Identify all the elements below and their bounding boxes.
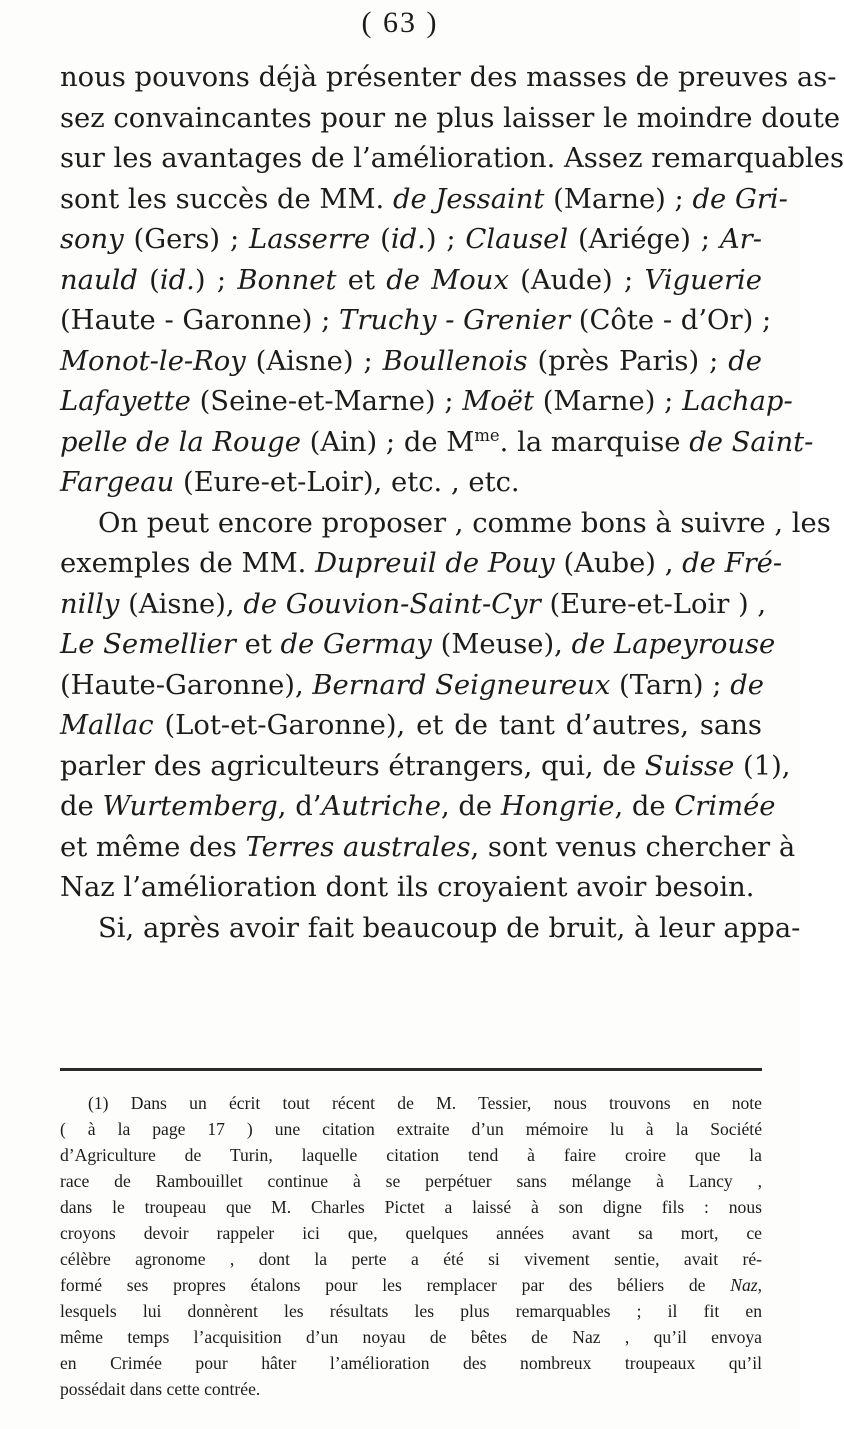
footnote-line: formé ses propres étalons pour les remplacer par des béliers de Naz,: [60, 1275, 762, 1295]
text-line: pelle de la Rouge (Ain) ; de $M^{me}$. la marquise de Saint-: [60, 425, 814, 458]
text-line: Mallac (Lot-et-Garonne), et de tant d’autres, sans: [60, 710, 762, 741]
footnote-line: croyons devoir rappeler ici que, quelques années avant sa mort, ce: [60, 1223, 762, 1243]
text-line: nauld (id.) ; Bonnet et de Moux (Aude) ; Viguerie: [60, 264, 763, 296]
text-line: exemples de MM. Dupreuil de Pouy (Aube) , de Fré-: [60, 548, 783, 579]
text-line: sont les succès de MM. de Jessaint (Marne) ; de Gri-: [60, 183, 788, 215]
text-line: et même des Terres australes, sont venus chercher à: [60, 831, 796, 863]
text-line: nous pouvons déjà présenter des masses de preuves as-: [60, 62, 837, 93]
text-line: Fargeau (Eure-et-Loir), etc. , etc.: [60, 467, 520, 498]
footnote-line: dans le troupeau que M. Charles Pictet a laissé à son digne fils : nous: [60, 1197, 762, 1217]
text-line: sur les avantages de l’amélioration. Assez remarquables: [60, 143, 844, 174]
footnote-line: (1) Dans un écrit tout récent de M. Tessier, nous trouvons en note: [88, 1093, 762, 1113]
text-line: (Haute-Garonne), Bernard Seigneureux (Tarn) ; de: [60, 669, 764, 701]
footnote-line: ( à la page 17 ) une citation extraite d’un mémoire lu à la Société: [60, 1119, 762, 1139]
footnote-divider: [60, 1068, 762, 1071]
text-line: de Wurtemberg, d’Autriche, de Hongrie, de Crimée: [60, 791, 776, 822]
footnote-line: célèbre agronome , dont la perte a été si vivement sentie, avait ré-: [60, 1249, 762, 1269]
text-line: sez convaincantes pour ne plus laisser le moindre doute: [60, 102, 841, 134]
footnote-line: en Crimée pour hâter l’amélioration des nombreux troupeaux qu’il: [60, 1353, 762, 1373]
text-line: Si, après avoir fait beaucoup de bruit, à leur appa-: [98, 912, 801, 944]
footnote-line: race de Rambouillet continue à se perpétuer sans mélange à Lancy ,: [60, 1171, 762, 1191]
footnote-line: possédait dans cette contrée.: [60, 1379, 261, 1399]
main-text: [60, 58, 844, 949]
text-line: Lafayette (Seine-et-Marne) ; Moët (Marne) ; Lachap-: [60, 386, 793, 417]
text-line: (Haute - Garonne) ; Truchy - Grenier (Côte - d’Or) ;: [60, 305, 772, 336]
page-number: ( 63 ): [361, 6, 439, 39]
text-line: Monot-le-Roy (Aisne) ; Boullenois (près Paris) ; de: [60, 345, 762, 377]
text-line: nilly (Aisne), de Gouvion-Saint-Cyr (Eure-et-Loir ) ,: [60, 588, 767, 620]
text-line: parler des agriculteurs étrangers, qui, de Suisse (1),: [60, 750, 791, 782]
text-line: Naz l’amélioration dont ils croyaient avoir besoin.: [60, 872, 755, 903]
text-line: Le Semellier et de Germay (Meuse), de Lapeyrouse: [60, 629, 776, 660]
footnote: [60, 1090, 762, 1402]
footnote-line: lesquels lui donnèrent les résultats les plus remarquables ; il fit en: [60, 1301, 762, 1321]
footnote-line: même temps l’acquisition d’un noyau de bêtes de Naz , qu’il envoya: [60, 1327, 762, 1347]
text-line: On peut encore proposer , comme bons à suivre , les: [98, 507, 831, 539]
text-line: sony (Gers) ; Lasserre (id.) ; Clausel (Ariége) ; Ar-: [60, 224, 762, 255]
footnote-line: d’Agriculture de Turin, laquelle citation tend à faire croire que la: [60, 1145, 762, 1165]
